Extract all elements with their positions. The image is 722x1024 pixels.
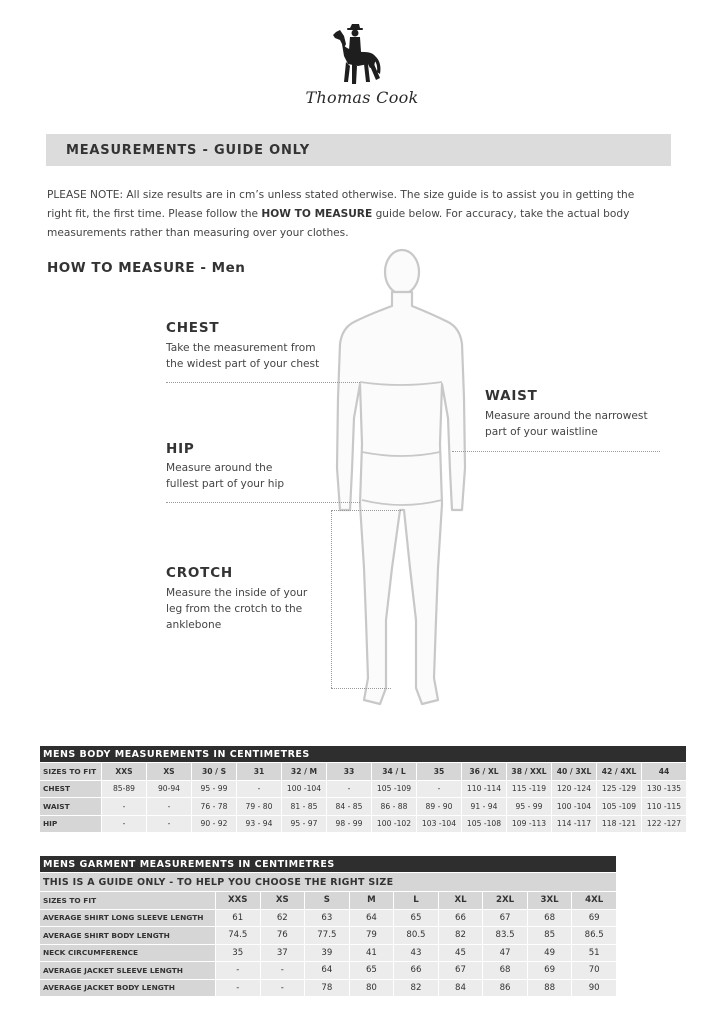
table-cell: 41 (349, 944, 394, 962)
table-cell: 105 -109 (597, 798, 642, 816)
table-cell: 74.5 (216, 927, 261, 945)
table-cell: 79 (349, 927, 394, 945)
size-header-cell: 44 (642, 763, 687, 781)
size-header-cell: XXS (216, 892, 261, 910)
table-cell: 78 (305, 979, 350, 997)
row-label: HIP (40, 815, 102, 833)
table-cell: - (147, 798, 192, 816)
brand-logo-text: Thomas Cook (305, 88, 419, 107)
table-cell: 66 (394, 962, 439, 980)
table-cell: 66 (438, 909, 483, 927)
table-cell: 86.5 (572, 927, 617, 945)
waist-guide-line (452, 451, 660, 452)
table-row (40, 979, 617, 997)
crotch-description (166, 585, 307, 633)
size-header-cell: 2XL (483, 892, 528, 910)
table-cell: 90 (572, 979, 617, 997)
table-cell: 51 (572, 944, 617, 962)
table-cell: 67 (438, 962, 483, 980)
size-header-cell: 4XL (572, 892, 617, 910)
table-cell: 85 (527, 927, 572, 945)
crotch-description-line: leg from the crotch to the (166, 603, 303, 615)
table-cell: 110 -114 (462, 780, 507, 798)
crotch-guide-line-vertical (331, 510, 332, 688)
table-cell: 64 (349, 909, 394, 927)
size-header-cell: 38 / XXL (507, 763, 552, 781)
table-cell: 85-89 (102, 780, 147, 798)
table-cell: 110 -115 (642, 798, 687, 816)
table-cell: 65 (394, 909, 439, 927)
table-cell: 86 (483, 979, 528, 997)
waist-heading: WAIST (485, 388, 538, 404)
size-header-cell: L (394, 892, 439, 910)
table-cell: 98 - 99 (327, 815, 372, 833)
table-cell: - (237, 780, 282, 798)
table-cell: 130 -135 (642, 780, 687, 798)
table-cell: 88 (527, 979, 572, 997)
size-header-cell: 35 (417, 763, 462, 781)
size-header-cell: M (349, 892, 394, 910)
table-cell: 82 (438, 927, 483, 945)
table-title-row (40, 856, 617, 873)
table-cell: 61 (216, 909, 261, 927)
table-row (40, 927, 617, 945)
table-cell: 63 (305, 909, 350, 927)
page-title-bar (46, 134, 671, 166)
garment-measurements-table (39, 855, 617, 997)
table-cell: 122 -127 (642, 815, 687, 833)
chest-description-line: Take the measurement from (166, 342, 316, 354)
table-cell: 65 (349, 962, 394, 980)
size-header-cell: 32 / M (282, 763, 327, 781)
crotch-description-line: Measure the inside of your (166, 587, 308, 599)
table-cell: 105 -109 (372, 780, 417, 798)
table-cell: 70 (572, 962, 617, 980)
table-cell: - (216, 962, 261, 980)
table-cell: 47 (483, 944, 528, 962)
hip-description-line: Measure around the (166, 462, 273, 474)
table-cell: - (260, 979, 305, 997)
crotch-heading: CROTCH (166, 565, 233, 581)
sizes-to-fit-label: SIZES TO FIT (40, 892, 216, 910)
table-cell: - (102, 798, 147, 816)
table-cell: 125 -129 (597, 780, 642, 798)
table-cell: 100 -104 (282, 780, 327, 798)
body-measurements-table (39, 745, 687, 833)
size-header-cell: 36 / XL (462, 763, 507, 781)
table-cell: - (327, 780, 372, 798)
table-subtitle: THIS IS A GUIDE ONLY - TO HELP YOU CHOOSE THE RIGHT SIZE (40, 873, 617, 892)
table-row (40, 780, 687, 798)
hip-description (166, 460, 284, 492)
size-header-cell: 31 (237, 763, 282, 781)
row-label: AVERAGE SHIRT BODY LENGTH (40, 927, 216, 945)
table-cell: - (417, 780, 462, 798)
waist-description (485, 408, 648, 440)
table-cell: 62 (260, 909, 305, 927)
size-header-cell: XL (438, 892, 483, 910)
table-cell: 89 - 90 (417, 798, 462, 816)
table-title-row (40, 746, 687, 763)
hip-description-line: fullest part of your hip (166, 478, 285, 490)
row-label: WAIST (40, 798, 102, 816)
table-cell: 76 (260, 927, 305, 945)
table-cell: - (102, 815, 147, 833)
table-row (40, 962, 617, 980)
table-cell: 84 (438, 979, 483, 997)
table-cell: 103 -104 (417, 815, 462, 833)
table-cell: - (216, 979, 261, 997)
table-cell: 77.5 (305, 927, 350, 945)
table-cell: 93 - 94 (237, 815, 282, 833)
table-header-row (40, 892, 617, 910)
table-title: MENS BODY MEASUREMENTS IN CENTIMETRES (40, 746, 687, 763)
size-header-cell: 40 / 3XL (552, 763, 597, 781)
size-header-cell: XS (147, 763, 192, 781)
table-cell: 49 (527, 944, 572, 962)
table-row (40, 815, 687, 833)
row-label: CHEST (40, 780, 102, 798)
chest-description (166, 340, 319, 372)
table-row (40, 909, 617, 927)
table-cell: 80 (349, 979, 394, 997)
chest-heading: CHEST (166, 320, 220, 336)
chest-description-line: the widest part of your chest (166, 358, 320, 370)
please-note-paragraph (47, 186, 657, 243)
note-text-part1: PLEASE NOTE: All size results are in cm’s unless stated otherwise. The size guide is to assist you in getting the right fit, the first time. Please follow the (47, 189, 635, 220)
table-cell: 90 - 92 (192, 815, 237, 833)
table-subtitle-row (40, 873, 617, 892)
sizes-to-fit-label: SIZES TO FIT (40, 763, 102, 781)
crotch-description-line: anklebone (166, 619, 222, 631)
size-header-cell: XS (260, 892, 305, 910)
table-cell: 90-94 (147, 780, 192, 798)
table-cell: 114 -117 (552, 815, 597, 833)
row-label: AVERAGE JACKET SLEEVE LENGTH (40, 962, 216, 980)
size-header-cell: S (305, 892, 350, 910)
table-cell: 76 - 78 (192, 798, 237, 816)
table-cell: 37 (260, 944, 305, 962)
table-cell: 79 - 80 (237, 798, 282, 816)
table-cell: 95 - 97 (282, 815, 327, 833)
table-header-row (40, 763, 687, 781)
row-label: AVERAGE SHIRT LONG SLEEVE LENGTH (40, 909, 216, 927)
waist-description-line: Measure around the narrowest (485, 410, 648, 422)
table-cell: 100 -102 (372, 815, 417, 833)
hip-guide-line (166, 502, 360, 503)
table-cell: 118 -121 (597, 815, 642, 833)
size-header-cell: XXS (102, 763, 147, 781)
table-cell: 105 -108 (462, 815, 507, 833)
table-cell: 95 - 99 (192, 780, 237, 798)
table-cell: 82 (394, 979, 439, 997)
crotch-guide-line-top (331, 510, 401, 511)
table-cell: 81 - 85 (282, 798, 327, 816)
table-cell: - (260, 962, 305, 980)
row-label: AVERAGE JACKET BODY LENGTH (40, 979, 216, 997)
size-header-cell: 33 (327, 763, 372, 781)
body-silhouette-icon (320, 248, 480, 722)
note-text-part2: guide below. For accuracy, take the actual body measurements rather than measuring over your clothes. (47, 208, 630, 239)
size-header-cell: 42 / 4XL (597, 763, 642, 781)
table-cell: 120 -124 (552, 780, 597, 798)
table-cell: 68 (483, 962, 528, 980)
size-header-cell: 34 / L (372, 763, 417, 781)
page-title: MEASUREMENTS - GUIDE ONLY (66, 143, 310, 158)
table-cell: 43 (394, 944, 439, 962)
table-cell: 115 -119 (507, 780, 552, 798)
hip-heading: HIP (166, 441, 195, 457)
table-cell: 109 -113 (507, 815, 552, 833)
table-cell: 69 (572, 909, 617, 927)
table-cell: 68 (527, 909, 572, 927)
how-to-measure-title: HOW TO MEASURE - Men (47, 260, 246, 276)
table-cell: 69 (527, 962, 572, 980)
table-row (40, 944, 617, 962)
table-cell: 64 (305, 962, 350, 980)
table-row (40, 798, 687, 816)
table-cell: 45 (438, 944, 483, 962)
table-cell: 67 (483, 909, 528, 927)
table-title: MENS GARMENT MEASUREMENTS IN CENTIMETRES (40, 856, 617, 873)
table-cell: 91 - 94 (462, 798, 507, 816)
table-cell: 80.5 (394, 927, 439, 945)
waist-description-line: part of your waistline (485, 426, 598, 438)
table-cell: 100 -104 (552, 798, 597, 816)
size-header-cell: 3XL (527, 892, 572, 910)
table-cell: 35 (216, 944, 261, 962)
table-cell: 83.5 (483, 927, 528, 945)
crotch-guide-line-bottom (331, 688, 391, 689)
table-cell: 86 - 88 (372, 798, 417, 816)
table-cell: 84 - 85 (327, 798, 372, 816)
table-cell: 39 (305, 944, 350, 962)
chest-guide-line (166, 382, 360, 383)
row-label: NECK CIRCUMFERENCE (40, 944, 216, 962)
size-header-cell: 30 / S (192, 763, 237, 781)
table-cell: 95 - 99 (507, 798, 552, 816)
table-cell: - (147, 815, 192, 833)
note-bold-how-to-measure: HOW TO MEASURE (261, 208, 373, 220)
